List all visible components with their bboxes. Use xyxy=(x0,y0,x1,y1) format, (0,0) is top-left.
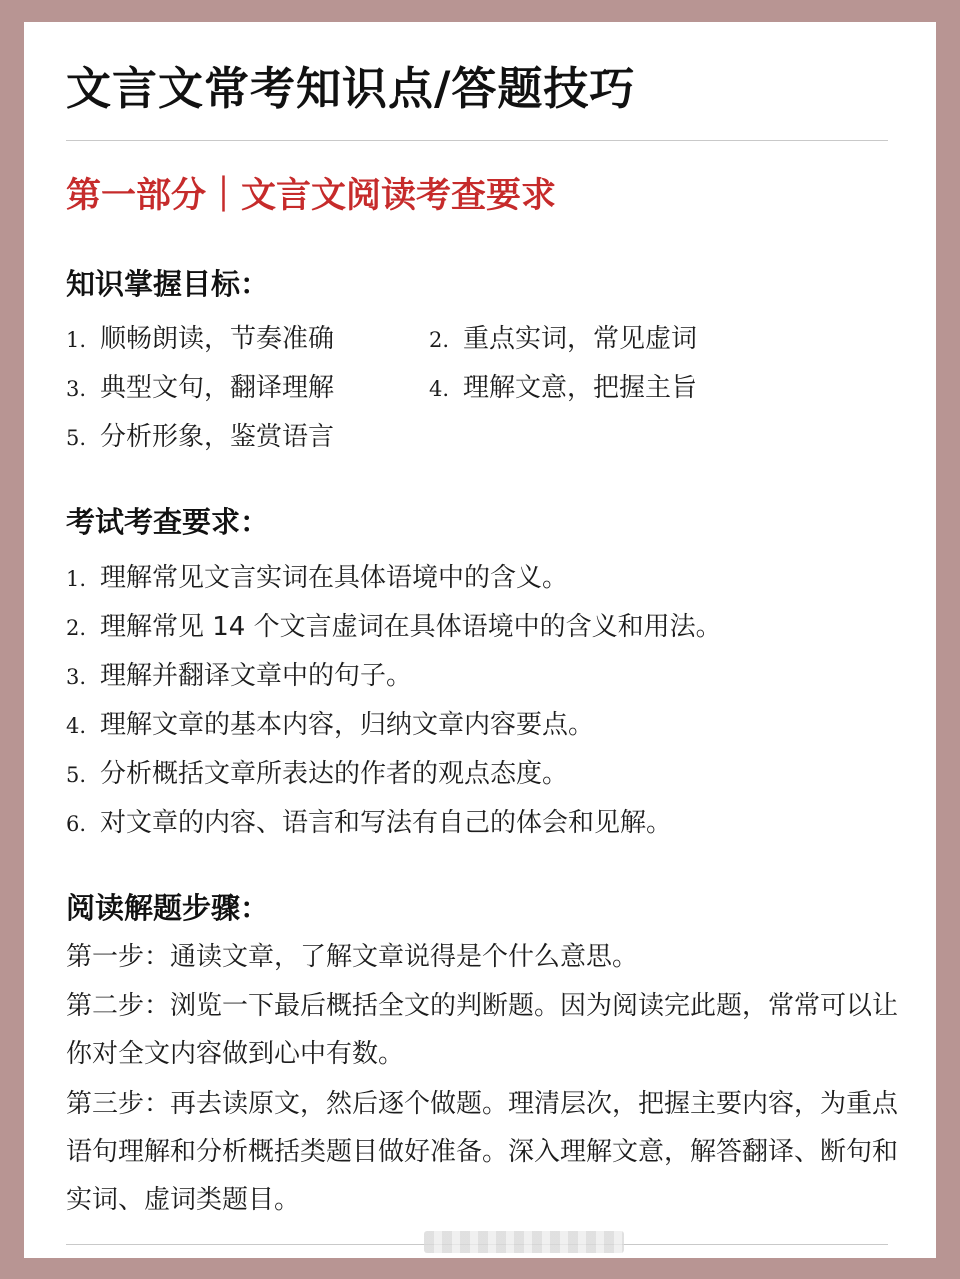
goal-text: 顺畅朗读，节奏准确 xyxy=(100,324,335,354)
divider xyxy=(66,140,888,141)
goal-text: 典型文句，翻译理解 xyxy=(100,373,335,403)
goal-number: 4. xyxy=(429,377,450,401)
requirement-text: 分析概括文章所表达的作者的观点态度。 xyxy=(100,759,569,789)
steps-heading: 阅读解题步骤： xyxy=(66,891,270,925)
requirement-item xyxy=(66,704,594,741)
requirement-number: 4. xyxy=(66,714,87,738)
document-card xyxy=(24,22,936,1258)
requirement-text: 理解并翻译文章中的句子。 xyxy=(100,661,413,691)
requirement-text: 对文章的内容、语言和写法有自己的体会和见解。 xyxy=(100,808,673,838)
watermark-stamp xyxy=(424,1231,624,1253)
requirements-heading: 考试考查要求： xyxy=(66,505,270,539)
requirement-number: 1. xyxy=(66,567,87,591)
requirement-text: 理解常见文言实词在具体语境中的含义。 xyxy=(100,563,569,593)
goal-number: 5. xyxy=(66,426,87,450)
requirement-text: 理解常见 14 个文言虚词在具体语境中的含义和用法。 xyxy=(100,612,722,642)
requirement-number: 3. xyxy=(66,665,87,689)
goal-text: 理解文意，把握主旨 xyxy=(463,373,698,403)
requirement-item xyxy=(66,802,672,839)
goal-number: 1. xyxy=(66,328,87,352)
step-paragraph: 第一步：通读文章，了解文章说得是个什么意思。 xyxy=(66,942,639,972)
goal-item xyxy=(66,318,334,355)
page-title: 文言文常考知识点/答题技巧 xyxy=(66,62,636,115)
requirement-item xyxy=(66,606,722,643)
goal-number: 3. xyxy=(66,377,87,401)
step-paragraph: 第二步：浏览一下最后概括全文的判断题。因为阅读完此题，常常可以让你对全文内容做到心中有数。 xyxy=(66,991,899,1069)
requirement-item xyxy=(66,753,568,790)
goal-item xyxy=(66,367,334,404)
goal-text: 分析形象，鉴赏语言 xyxy=(100,422,335,452)
goal-text: 重点实词，常见虚词 xyxy=(463,324,698,354)
goal-item xyxy=(429,318,697,355)
section-title: 第一部分｜文言文阅读考查要求 xyxy=(66,176,557,216)
requirement-number: 5. xyxy=(66,763,87,787)
requirement-text: 理解文章的基本内容，归纳文章内容要点。 xyxy=(100,710,595,740)
requirement-number: 2. xyxy=(66,616,87,640)
requirement-item xyxy=(66,655,412,692)
goal-item xyxy=(66,416,334,453)
requirement-number: 6. xyxy=(66,812,87,836)
requirement-item xyxy=(66,557,568,594)
step-paragraph: 第三步：再去读原文，然后逐个做题。理清层次，把握主要内容，为重点语句理解和分析概括类题目做好准备。深入理解文意，解答翻译、断句和实词、虚词类题目。 xyxy=(66,1089,899,1215)
goal-item xyxy=(429,367,697,404)
goals-heading: 知识掌握目标： xyxy=(66,267,270,301)
goal-number: 2. xyxy=(429,328,450,352)
